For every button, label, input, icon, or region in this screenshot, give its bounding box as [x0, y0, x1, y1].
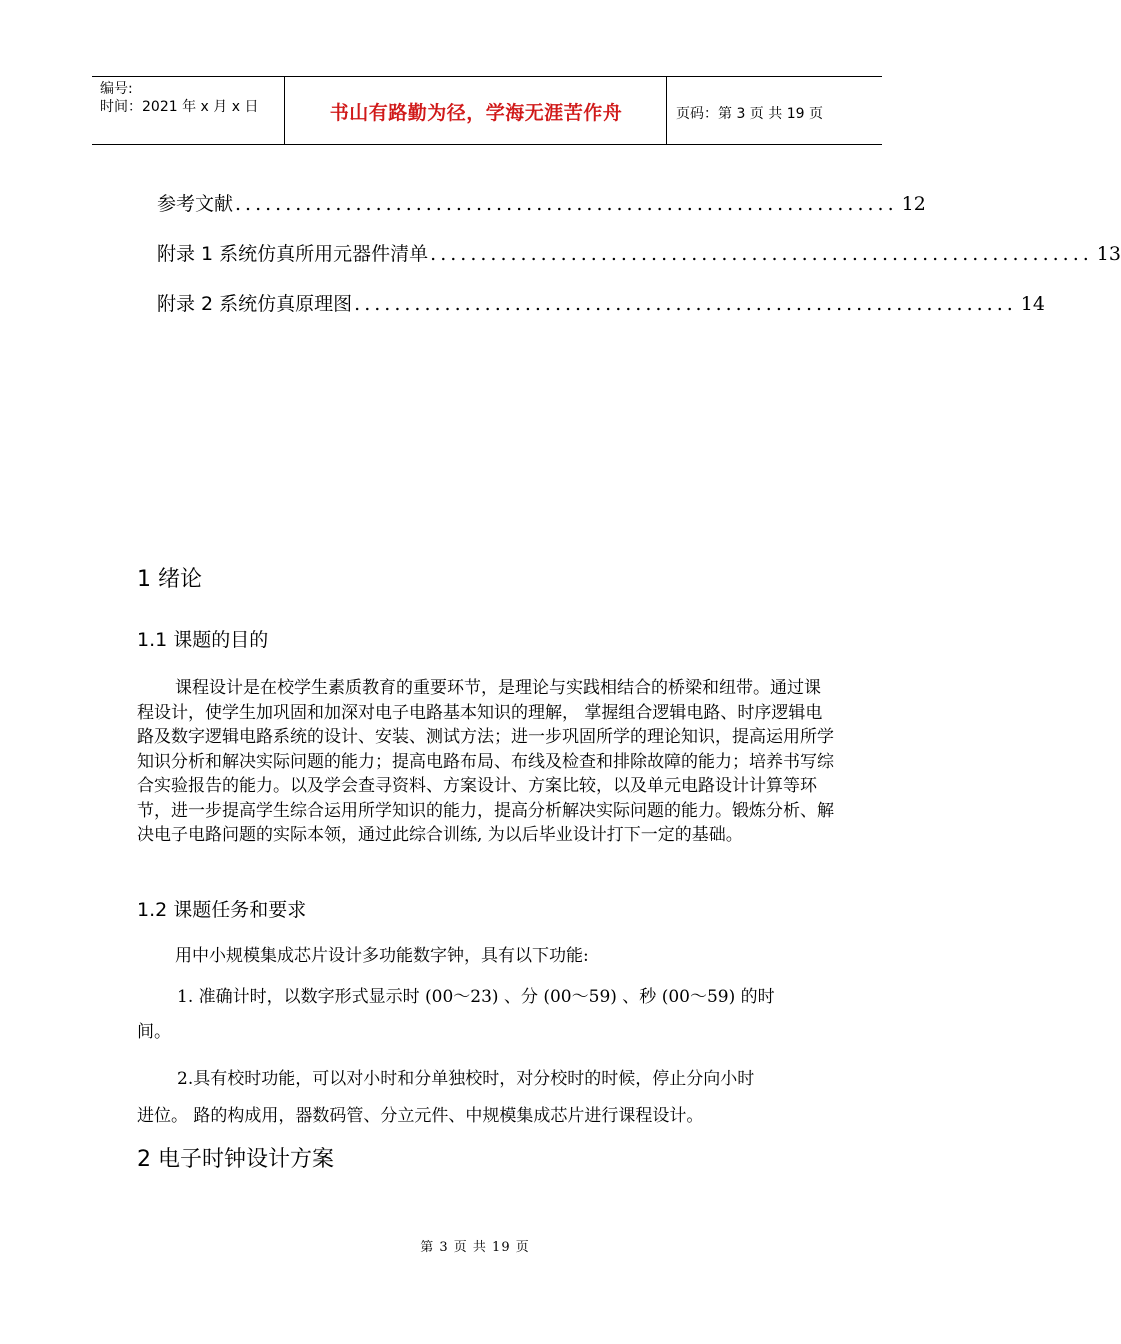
header-top-rule [92, 76, 882, 77]
header-time-label: 时间：2021 年 x 月 x 日 [100, 99, 259, 115]
header-motto: 书山有路勤为径，学海无涯苦作舟 [329, 102, 623, 124]
toc-entry[interactable] [157, 239, 1121, 266]
page-footer: 第 3 页 共 19 页 [420, 1240, 530, 1255]
toc-entry-page: 14 [1020, 293, 1045, 315]
toc-entry-title: 附录 2 系统仿真原理图 [157, 293, 353, 315]
toc-leader: .................................................................. [235, 193, 898, 215]
section-heading-1-1: 1.1 课题的目的 [137, 629, 269, 651]
requirement-2-line-2: 进位。 路的构成用，器数码管、分立元件、中规模集成芯片进行课程设计。 [137, 1106, 704, 1126]
header-number-label: 编号: [100, 81, 133, 97]
toc-leader: .................................................................. [354, 293, 1017, 315]
toc-entry-title: 参考文献 [157, 193, 234, 215]
header-divider-left [284, 76, 285, 144]
toc-entry[interactable] [157, 189, 926, 216]
section-heading-2: 2 电子时钟设计方案 [137, 1147, 334, 1172]
toc-entry-title: 附录 1 系统仿真所用元器件清单 [157, 243, 429, 265]
requirement-1-line-1: 1. 准确计时，以数字形式显示时 (00～23) 、分 (00～59) 、秒 (00～59) 的时 [177, 987, 775, 1007]
header-info [100, 80, 258, 116]
toc-entry-page: 12 [901, 193, 926, 215]
requirement-1-line-2: 间。 [137, 1022, 171, 1042]
toc-entry[interactable] [157, 289, 1045, 316]
toc-entry-page: 13 [1096, 243, 1121, 265]
section-heading-1: 1 绪论 [137, 567, 202, 592]
header-divider-right [666, 76, 667, 144]
requirement-2-line-1: 2.具有校时功能，可以对小时和分单独校时，对分校时的时候，停止分向小时 [177, 1069, 755, 1089]
section-1-1-paragraph: 课程设计是在校学生素质教育的重要环节，是理论与实践相结合的桥梁和纽带。通过课程设计，使学生加巩固和加深对电子电路基本知识的理解， 掌握组合逻辑电路、时序逻辑电路及数字逻辑电路系统的设计、安装、测试方法；进一步巩固所学的理论知识，提高运用所学知识分析和解决实际问题的能力；提高电路布局、布线及检查和排除故障的能力；培养书写综合实验报告的能力。以及学会查寻资料、方案设计、方案比较，以及单元电路设计计算等环节，进一步提高学生综合运用所学知识的能力，提高分析解决实际问题的能力。锻炼分析、解决电子电路问题的实际本领，通过此综合训练, 为以后毕业设计打下一定的基础。 [137, 678, 834, 845]
header-bottom-rule [92, 144, 882, 145]
section-1-2-intro: 用中小规模集成芯片设计多功能数字钟，具有以下功能: [175, 946, 589, 966]
header-page-info: 页码：第 3 页 共 19 页 [676, 106, 823, 122]
section-heading-1-2: 1.2 课题任务和要求 [137, 899, 307, 921]
toc-leader: .................................................................. [430, 243, 1093, 265]
